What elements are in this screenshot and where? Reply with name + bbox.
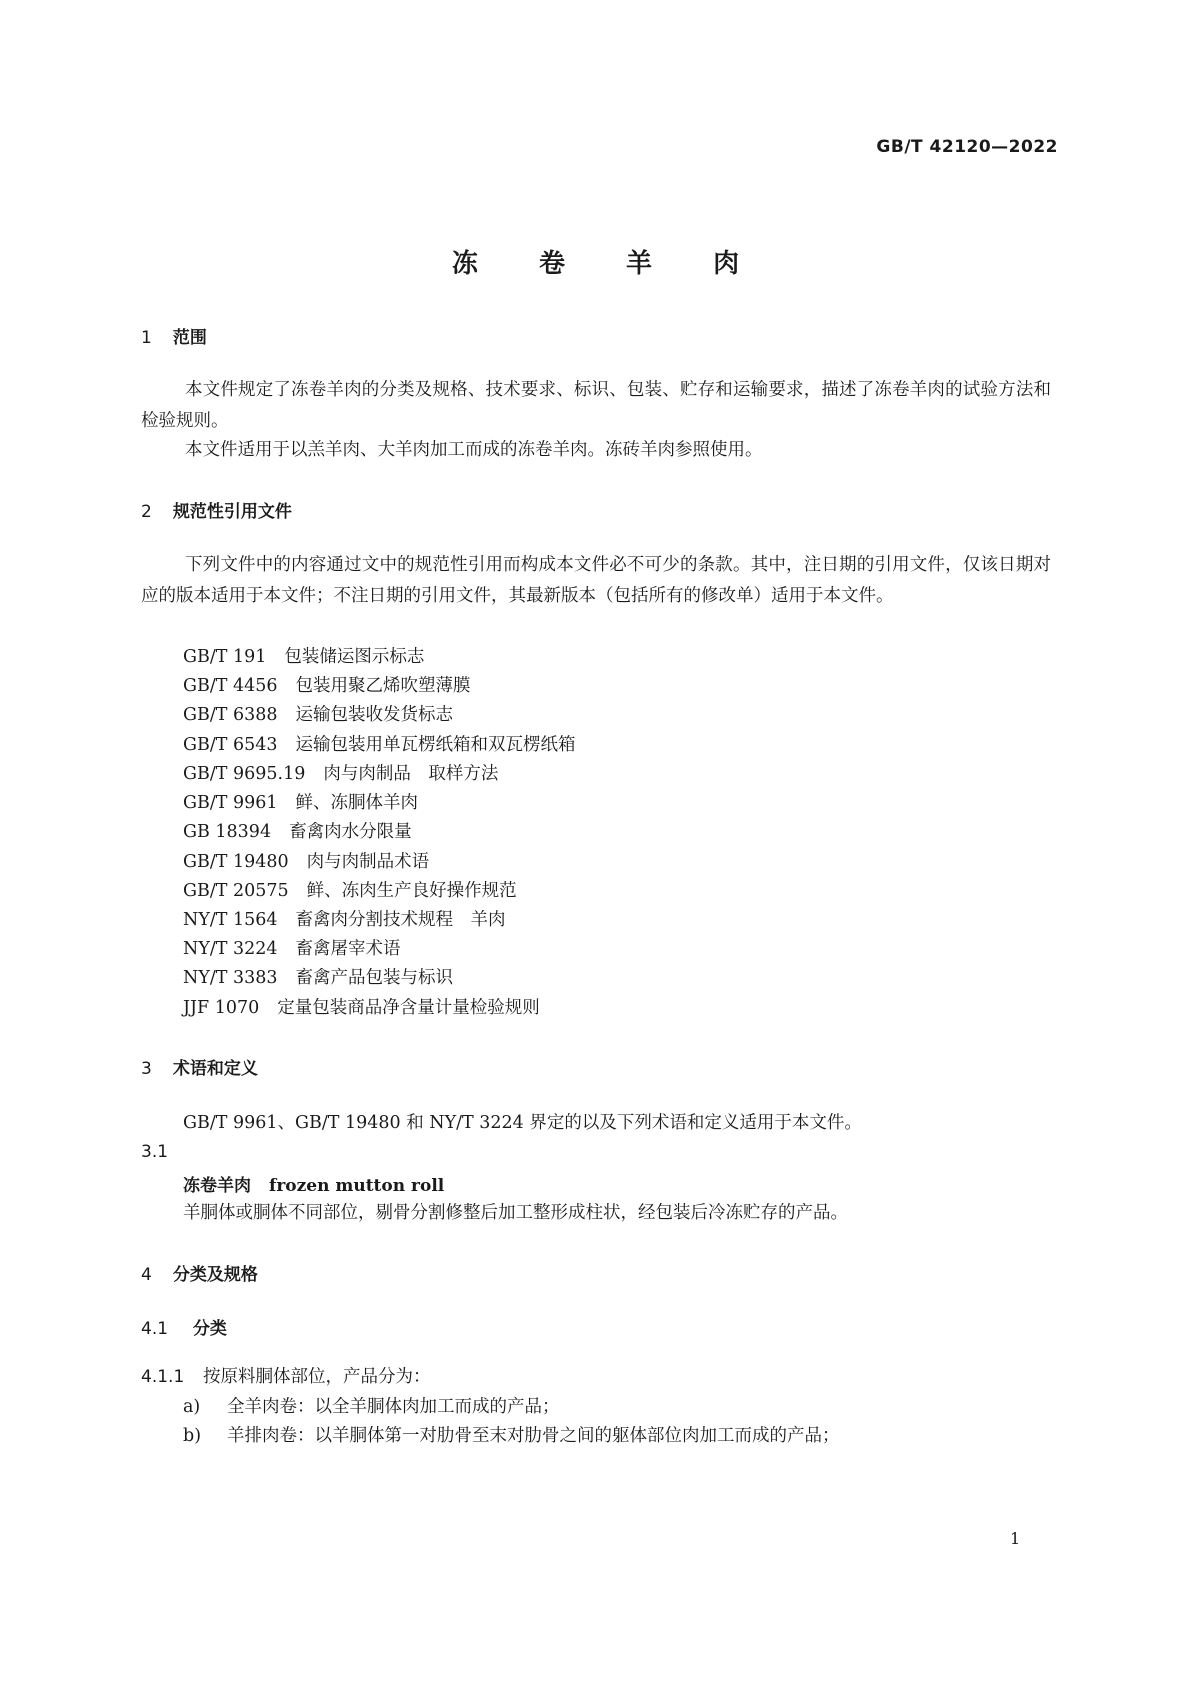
- reference-code: GB/T 9695.19: [183, 764, 306, 784]
- clause-number: 4.1.1: [141, 1367, 185, 1387]
- reference-code: JJF 1070: [183, 998, 260, 1018]
- term-chinese: 冻卷羊肉: [183, 1176, 251, 1196]
- term-heading: [183, 1171, 444, 1196]
- term-definition: 羊胴体或胴体不同部位，剔骨分割修整后加工整形成柱状，经包装后冷冻贮存的产品。: [183, 1203, 848, 1223]
- subsection-title: 分类: [192, 1319, 227, 1339]
- reference-item: [183, 731, 576, 756]
- reference-title: 畜禽肉水分限量: [289, 822, 412, 842]
- section-title: 范围: [172, 328, 207, 348]
- reference-code: GB 18394: [183, 822, 272, 842]
- reference-item: [183, 672, 471, 697]
- subsection-4-1-heading: [141, 1314, 227, 1339]
- list-text: 全羊肉卷：以全羊胴体肉加工而成的产品；: [227, 1397, 560, 1417]
- reference-title: 运输包装收发货标志: [295, 705, 454, 725]
- list-label: a): [183, 1397, 201, 1417]
- section-number: 1: [141, 328, 152, 348]
- section-2-heading: [141, 497, 292, 522]
- reference-title: 包装用聚乙烯吹塑薄膜: [295, 676, 471, 696]
- reference-item: [183, 906, 506, 931]
- list-item: [183, 1393, 560, 1418]
- subsection-number: 4.1: [141, 1319, 169, 1339]
- reference-title: 鲜、冻肉生产良好操作规范: [306, 881, 517, 901]
- section-number: 4: [141, 1265, 152, 1285]
- reference-code: NY/T 3224: [183, 939, 278, 959]
- reference-title: 包装储运图示标志: [284, 647, 425, 667]
- reference-item: [183, 848, 429, 873]
- scope-paragraph-1: 本文件规定了冻卷羊肉的分类及规格、技术要求、标识、包装、贮存和运输要求，描述了冻卷羊肉的试验方法和检验规则。: [141, 380, 1051, 431]
- references-intro: 下列文件中的内容通过文中的规范性引用而构成本文件必不可少的条款。其中，注日期的引用文件，仅该日期对应的版本适用于本文件；不注日期的引用文件，其最新版本（包括所有的修改单）适用于本文件。: [141, 555, 1051, 606]
- clause-4-1-1: [141, 1363, 431, 1388]
- reference-code: GB/T 6543: [183, 735, 278, 755]
- reference-code: NY/T 1564: [183, 910, 278, 930]
- reference-title: 运输包装用单瓦楞纸箱和双瓦楞纸箱: [295, 735, 576, 755]
- section-1-heading: [141, 323, 207, 348]
- reference-item: [183, 994, 540, 1019]
- list-text: 羊排肉卷：以羊胴体第一对肋骨至末对肋骨之间的躯体部位肉加工而成的产品；: [227, 1426, 840, 1446]
- section-title: 术语和定义: [172, 1059, 258, 1079]
- reference-item: [183, 789, 418, 814]
- clause-number: 3.1: [141, 1142, 169, 1162]
- reference-code: GB/T 20575: [183, 881, 289, 901]
- section-title: 规范性引用文件: [172, 502, 292, 522]
- reference-title: 肉与肉制品术语: [306, 852, 430, 872]
- reference-item: [183, 964, 453, 989]
- term-english: frozen mutton roll: [269, 1176, 445, 1196]
- reference-code: GB/T 191: [183, 647, 267, 667]
- reference-item: [183, 760, 498, 785]
- document-title: 冻 卷 羊 肉: [451, 249, 766, 279]
- scope-paragraph-2: 本文件适用于以羔羊肉、大羊肉加工而成的冻卷羊肉。冻砖羊肉参照使用。: [185, 440, 763, 460]
- reference-item: [183, 818, 412, 843]
- reference-code: NY/T 3383: [183, 968, 278, 988]
- reference-code: GB/T 6388: [183, 705, 278, 725]
- section-title: 分类及规格: [172, 1265, 258, 1285]
- reference-title: 鲜、冻胴体羊肉: [295, 793, 419, 813]
- reference-title: 畜禽屠宰术语: [295, 939, 401, 959]
- terms-intro: GB/T 9961、GB/T 19480 和 NY/T 3224 界定的以及下列术语和定义适用于本文件。: [183, 1113, 862, 1133]
- reference-title: 肉与肉制品 取样方法: [323, 764, 499, 784]
- reference-code: GB/T 4456: [183, 676, 278, 696]
- reference-item: [183, 701, 453, 726]
- section-number: 2: [141, 502, 152, 522]
- list-item: [183, 1422, 840, 1447]
- clause-text: 按原料胴体部位，产品分为：: [203, 1367, 431, 1387]
- reference-code: GB/T 9961: [183, 793, 278, 813]
- reference-item: [183, 877, 517, 902]
- reference-title: 畜禽产品包装与标识: [295, 968, 454, 988]
- reference-item: [183, 643, 424, 668]
- page-number: 1: [1010, 1529, 1021, 1548]
- reference-title: 畜禽肉分割技术规程 羊肉: [295, 910, 506, 930]
- list-label: b): [183, 1426, 202, 1446]
- reference-item: [183, 935, 401, 960]
- reference-code: GB/T 19480: [183, 852, 289, 872]
- section-number: 3: [141, 1059, 152, 1079]
- reference-title: 定量包装商品净含量计量检验规则: [277, 998, 540, 1018]
- section-4-heading: [141, 1260, 258, 1285]
- standard-code: GB/T 42120—2022: [876, 137, 1058, 157]
- section-3-heading: [141, 1054, 258, 1079]
